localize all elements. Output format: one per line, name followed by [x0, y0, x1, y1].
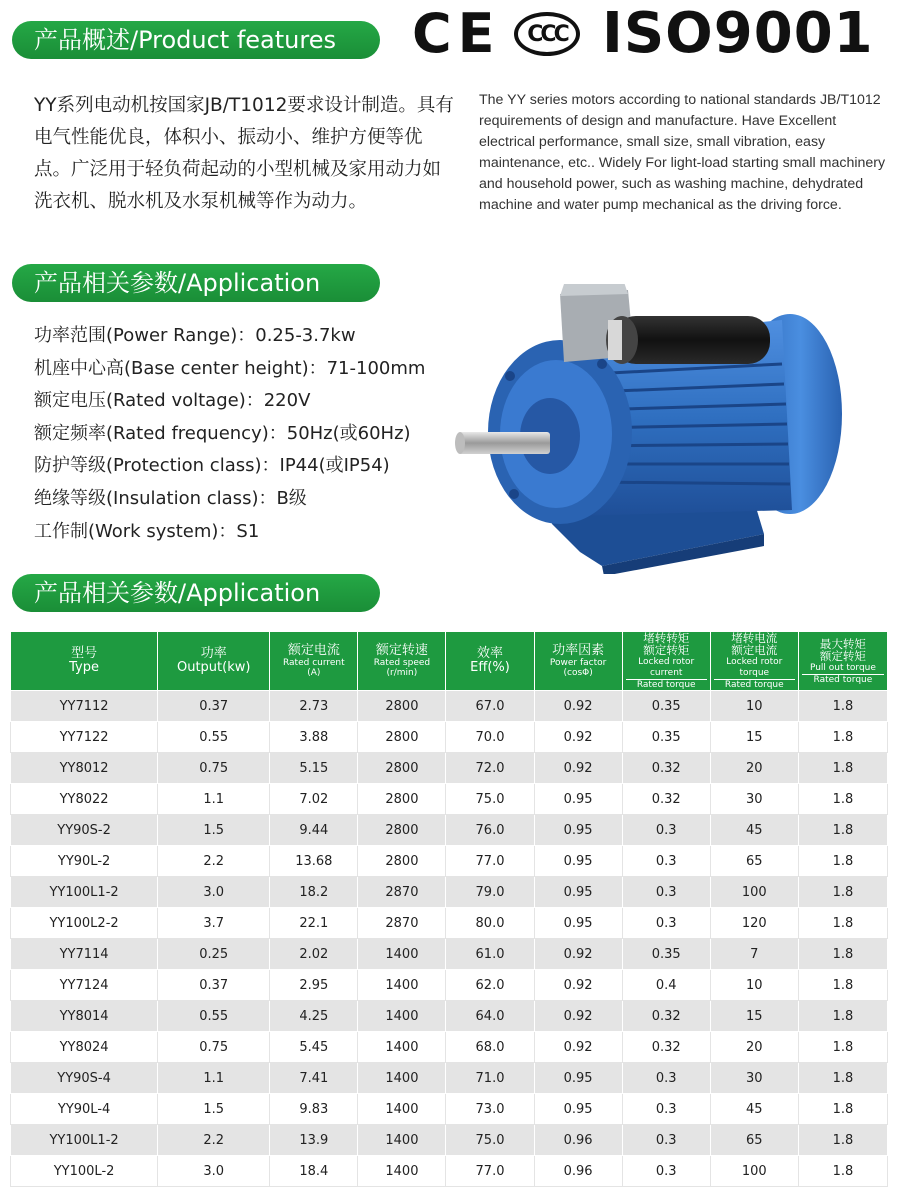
table-cell: 120 [710, 908, 798, 939]
table-cell: 1.8 [798, 691, 887, 722]
spec-power-range: 功率范围(Power Range)：0.25-3.7kw [34, 325, 356, 346]
spec-table [10, 631, 888, 1187]
features-title: 产品概述/Product features [12, 21, 380, 59]
table-cell: 0.95 [534, 1094, 622, 1125]
table-cell: 20 [710, 753, 798, 784]
table-cell: YY8014 [11, 1001, 158, 1032]
spec-rated-frequency: 额定频率(Rated frequency)：50Hz(或60Hz) [34, 422, 411, 444]
table-cell: 0.95 [534, 877, 622, 908]
table-cell: 1.8 [798, 1063, 887, 1094]
table-cell: 2.2 [158, 846, 270, 877]
table-cell: 4.25 [270, 1001, 358, 1032]
table-cell: 100 [710, 877, 798, 908]
table-cell: 0.35 [622, 939, 710, 970]
table-cell: 9.44 [270, 815, 358, 846]
table-cell: YY100L1-2 [11, 1125, 158, 1156]
table-cell: 65 [710, 846, 798, 877]
table-row [11, 815, 888, 846]
table-cell: 0.55 [158, 722, 270, 753]
table-cell: 0.92 [534, 753, 622, 784]
table-cell: 0.95 [534, 815, 622, 846]
table-cell: 0.32 [622, 1032, 710, 1063]
spec-list [34, 320, 454, 548]
table-cell: YY7122 [11, 722, 158, 753]
table-cell: 0.3 [622, 1094, 710, 1125]
table-cell: 7 [710, 939, 798, 970]
intro-chinese: YY系列电动机按国家JB/T1012要求设计制造。具有电气性能优良，体积小、振动小、维护方便等优点。广泛用于轻负荷起动的小型机械及家用动力如洗衣机、脱水机及水泵机械等作为动力。 [34, 95, 454, 212]
table-cell: 77.0 [446, 1156, 534, 1187]
table-cell: 0.75 [158, 1032, 270, 1063]
table-cell: 0.95 [534, 1063, 622, 1094]
table-cell: 61.0 [446, 939, 534, 970]
table-cell: 0.92 [534, 691, 622, 722]
table-cell: 0.32 [622, 1001, 710, 1032]
table-cell: 9.83 [270, 1094, 358, 1125]
application-title-1: 产品相关参数/Application [12, 264, 380, 302]
table-cell: 20 [710, 1032, 798, 1063]
header-output: 功率 Output(kw) [158, 632, 270, 691]
table-cell: 1.5 [158, 815, 270, 846]
table-row [11, 970, 888, 1001]
table-cell: 0.3 [622, 1063, 710, 1094]
table-cell: 5.15 [270, 753, 358, 784]
table-cell: 2800 [358, 753, 446, 784]
table-cell: 70.0 [446, 722, 534, 753]
table-row [11, 877, 888, 908]
table-cell: 45 [710, 815, 798, 846]
table-header-row [11, 632, 888, 691]
table-cell: 1.8 [798, 970, 887, 1001]
table-cell: 1400 [358, 1156, 446, 1187]
table-cell: 1.8 [798, 784, 887, 815]
table-row [11, 753, 888, 784]
table-body [11, 691, 888, 1187]
table-row [11, 691, 888, 722]
table-cell: 0.3 [622, 846, 710, 877]
table-cell: 7.41 [270, 1063, 358, 1094]
table-cell: YY90S-4 [11, 1063, 158, 1094]
table-cell: 45 [710, 1094, 798, 1125]
header-rated-current: 额定电流 Rated current (A) [270, 632, 358, 691]
table-cell: 68.0 [446, 1032, 534, 1063]
table-cell: 0.92 [534, 939, 622, 970]
table-row [11, 1125, 888, 1156]
ccc-logo: CCC [514, 12, 580, 56]
table-cell: 0.32 [622, 753, 710, 784]
table-cell: YY8024 [11, 1032, 158, 1063]
motor-image [452, 284, 844, 574]
header-eff: 效率 Eff(%) [446, 632, 534, 691]
table-cell: 73.0 [446, 1094, 534, 1125]
table-cell: 3.0 [158, 1156, 270, 1187]
table-cell: 1.8 [798, 1125, 887, 1156]
table-cell: 1.8 [798, 1001, 887, 1032]
table-cell: YY8012 [11, 753, 158, 784]
table-cell: 0.3 [622, 1125, 710, 1156]
table-cell: YY7112 [11, 691, 158, 722]
table-cell: 1.8 [798, 877, 887, 908]
certification-logos [410, 1, 874, 66]
table-cell: YY90L-2 [11, 846, 158, 877]
table-cell: 65 [710, 1125, 798, 1156]
table-cell: 1.8 [798, 722, 887, 753]
table-cell: 15 [710, 1001, 798, 1032]
table-row [11, 784, 888, 815]
table-cell: 2800 [358, 691, 446, 722]
table-cell: 2870 [358, 908, 446, 939]
table-row [11, 908, 888, 939]
table-cell: 7.02 [270, 784, 358, 815]
table-cell: 10 [710, 970, 798, 1001]
table-cell: YY90L-4 [11, 1094, 158, 1125]
spec-insulation-class: 绝缘等级(Insulation class)：B级 [34, 487, 307, 509]
table-cell: 0.3 [622, 877, 710, 908]
table-cell: 0.96 [534, 1125, 622, 1156]
table-row [11, 1063, 888, 1094]
spec-protection-class: 防护等级(Protection class)：IP44(或IP54) [34, 455, 390, 477]
table-row [11, 846, 888, 877]
table-cell: 75.0 [446, 784, 534, 815]
table-cell: 2800 [358, 846, 446, 877]
table-cell: 0.37 [158, 691, 270, 722]
table-cell: 15 [710, 722, 798, 753]
table-cell: YY7114 [11, 939, 158, 970]
table-cell: 0.55 [158, 1001, 270, 1032]
table-cell: 0.95 [534, 784, 622, 815]
table-cell: 0.92 [534, 970, 622, 1001]
table-cell: 1.8 [798, 1032, 887, 1063]
table-cell: 2.73 [270, 691, 358, 722]
table-cell: 64.0 [446, 1001, 534, 1032]
table-cell: YY100L1-2 [11, 877, 158, 908]
table-cell: 1.1 [158, 1063, 270, 1094]
table-cell: 62.0 [446, 970, 534, 1001]
table-cell: 0.35 [622, 691, 710, 722]
table-row [11, 1094, 888, 1125]
table-cell: 0.92 [534, 1032, 622, 1063]
table-cell: 1400 [358, 1063, 446, 1094]
table-cell: YY7124 [11, 970, 158, 1001]
table-cell: 1.5 [158, 1094, 270, 1125]
table-cell: 0.37 [158, 970, 270, 1001]
application-title-2: 产品相关参数/Application [12, 574, 380, 612]
header-type: 型号 Type [11, 632, 158, 691]
spec-rated-voltage: 额定电压(Rated voltage)：220V [34, 390, 311, 412]
table-cell: 0.35 [622, 722, 710, 753]
table-cell: 0.95 [534, 846, 622, 877]
table-cell: 0.3 [622, 908, 710, 939]
table-cell: 22.1 [270, 908, 358, 939]
table-cell: 18.2 [270, 877, 358, 908]
table-cell: 30 [710, 1063, 798, 1094]
ce-logo: CE [412, 2, 501, 65]
header-rated-speed: 额定转速 Rated speed (r/min) [358, 632, 446, 691]
header-locked-rotor-current-ratio: 堵转电流 额定电流 Locked rotor torque Rated torque [710, 632, 798, 691]
table-cell: 1.8 [798, 1156, 887, 1187]
table-cell: 1400 [358, 1001, 446, 1032]
table-cell: YY8022 [11, 784, 158, 815]
table-cell: 1.8 [798, 846, 887, 877]
table-cell: 100 [710, 1156, 798, 1187]
table-cell: 72.0 [446, 753, 534, 784]
table-cell: 76.0 [446, 815, 534, 846]
table-cell: 2800 [358, 722, 446, 753]
table-cell: 0.96 [534, 1156, 622, 1187]
table-cell: 0.75 [158, 753, 270, 784]
table-cell: 2800 [358, 815, 446, 846]
table-cell: YY100L2-2 [11, 908, 158, 939]
table-cell: 0.3 [622, 1156, 710, 1187]
table-cell: 1.8 [798, 908, 887, 939]
table-cell: 0.4 [622, 970, 710, 1001]
intro-english: The YY series motors according to national standards JB/T1012 requirements of design and manufacture. Have Excellent electrical performance, small size, small vibration, easy maintenance, etc.. Widely For light-load starting small machinery and household power, such as washing machine, dehydrated machine and water pump mechanical as the driving force. [479, 92, 886, 213]
table-cell: 75.0 [446, 1125, 534, 1156]
table-cell: 71.0 [446, 1063, 534, 1094]
table-row [11, 1156, 888, 1187]
iso9001-logo: ISO9001 [602, 1, 874, 66]
table-cell: YY90S-2 [11, 815, 158, 846]
table-cell: 10 [710, 691, 798, 722]
table-cell: 1.8 [798, 939, 887, 970]
table-cell: 2.02 [270, 939, 358, 970]
table-cell: 2.95 [270, 970, 358, 1001]
table-cell: 2.2 [158, 1125, 270, 1156]
table-cell: 0.3 [622, 815, 710, 846]
spec-base-center-height: 机座中心高(Base center height)：71-100mm [34, 357, 426, 379]
table-cell: 1.8 [798, 1094, 887, 1125]
header-locked-rotor-torque-ratio: 堵转转矩 额定转矩 Locked rotor current Rated torque [622, 632, 710, 691]
table-cell: 1400 [358, 1125, 446, 1156]
table-cell: 1400 [358, 970, 446, 1001]
table-cell: 2800 [358, 784, 446, 815]
table-cell: 0.92 [534, 1001, 622, 1032]
table-cell: 13.9 [270, 1125, 358, 1156]
table-cell: 79.0 [446, 877, 534, 908]
table-cell: 2870 [358, 877, 446, 908]
table-cell: 5.45 [270, 1032, 358, 1063]
table-cell: 1400 [358, 939, 446, 970]
table-cell: 1400 [358, 1032, 446, 1063]
table-cell: 1.8 [798, 753, 887, 784]
table-cell: 30 [710, 784, 798, 815]
header-max-torque-ratio: 最大转矩 额定转矩 Pull out torque Rated torque [798, 632, 887, 691]
table-row [11, 1032, 888, 1063]
table-row [11, 939, 888, 970]
table-cell: 1.1 [158, 784, 270, 815]
header-power-factor: 功率因素 Power factor (cosΦ) [534, 632, 622, 691]
table-cell: 0.95 [534, 908, 622, 939]
table-cell: 3.88 [270, 722, 358, 753]
table-cell: 67.0 [446, 691, 534, 722]
table-cell: 80.0 [446, 908, 534, 939]
table-cell: 1400 [358, 1094, 446, 1125]
table-cell: 1.8 [798, 815, 887, 846]
table-cell: 0.32 [622, 784, 710, 815]
table-cell: 3.0 [158, 877, 270, 908]
table-cell: YY100L-2 [11, 1156, 158, 1187]
table-cell: 3.7 [158, 908, 270, 939]
table-cell: 0.92 [534, 722, 622, 753]
spec-work-system: 工作制(Work system)：S1 [34, 520, 260, 542]
table-row [11, 722, 888, 753]
table-cell: 13.68 [270, 846, 358, 877]
table-cell: 18.4 [270, 1156, 358, 1187]
table-row [11, 1001, 888, 1032]
table-cell: 0.25 [158, 939, 270, 970]
table-cell: 77.0 [446, 846, 534, 877]
